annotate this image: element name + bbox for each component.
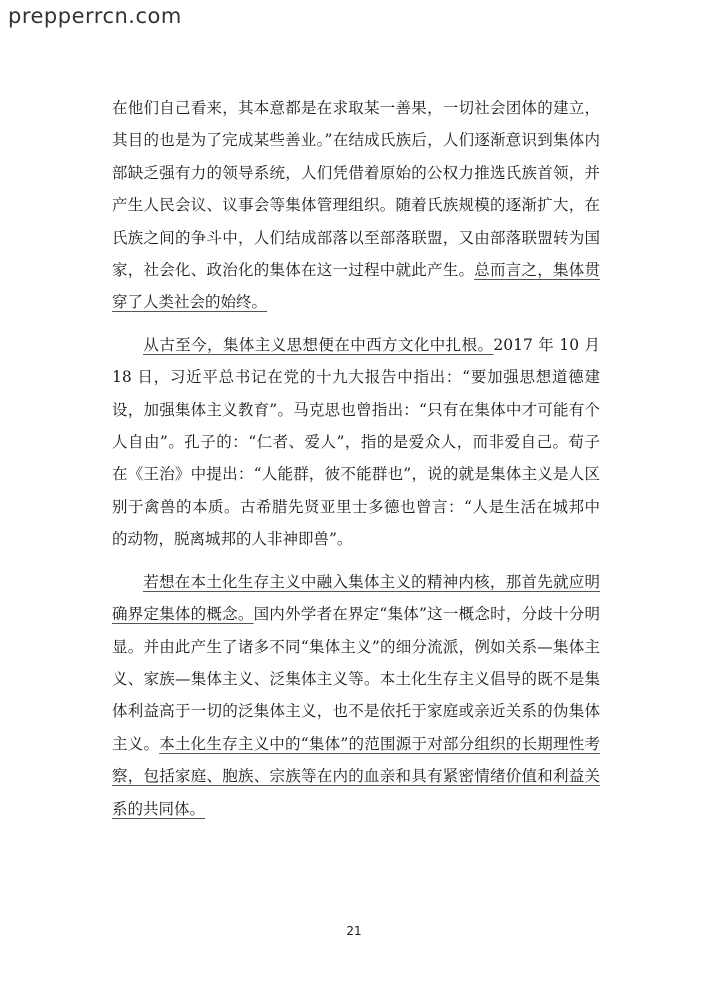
- paragraph-3: [112, 566, 600, 825]
- paragraph-3-underlined-definition: 本土化生存主义中的“集体”的范围源于对部分组织的长期理性考察，包括家庭、胞族、宗族等在内的血亲和具有紧密情绪价值和利益关系的共同体。: [112, 734, 600, 818]
- paragraph-3-underlined-lead: 若想在本土化生存主义中融入集体主义的精神内核，那首先就应明确界定集体的概念。: [112, 572, 600, 624]
- paragraph-1-underlined-conclusion: 总而言之，集体贯穿了人类社会的始终。: [112, 261, 600, 312]
- paragraph-3-text: 国内外学者在界定“集体”这一概念时，分歧十分明显。并由此产生了诸多不同“集体主义”的细分流派，例如关系—集体主义、家族—集体主义、泛集体主义等。本土化生存主义倡导的既不是集体利益高于一切的泛集体主义，也不是依托于家庭或亲近关系的伪集体主义。: [112, 605, 600, 753]
- paragraph-2: [112, 329, 600, 556]
- paragraph-2-text: 2017 年 10 月 18 日，习近平总书记在党的十九大报告中指出：“要加强思想道德建设，加强集体主义教育”。马克思也曾指出：“只有在集体中才可能有个人自由”。孔子的：“仁者、爱人”，指的是爱众人，而非爱自己。荀子在《王治》中提出：“人能群，彼不能群也”，说的就是集体主义是人区别于禽兽的本质。古希腊先贤亚里士多德也曾言：“人是生活在城邦中的动物，脱离城邦的人非神即兽”。: [112, 335, 600, 549]
- paragraph-1-text: 在他们自己看来，其本意都是在求取某一善果，一切社会团体的建立，其目的也是为了完成某些善业。”在结成氏族后，人们逐渐意识到集体内部缺乏强有力的领导系统，人们凭借着原始的公权力推选氏族首领，并产生人民会议、议事会等集体管理组织。随着氏族规模的逐渐扩大，在氏族之间的争斗中，人们结成部落以至部落联盟，又由部落联盟转为国家，社会化、政治化的集体在这一过程中就此产生。: [112, 99, 600, 280]
- site-watermark: prepperrcn.com: [8, 4, 182, 28]
- page-number: 21: [346, 924, 362, 938]
- paragraph-1: [112, 92, 600, 319]
- paragraph-2-underlined-lead: 从古至今，集体主义思想便在中西方文化中扎根。: [143, 335, 494, 354]
- document-body: [112, 92, 600, 825]
